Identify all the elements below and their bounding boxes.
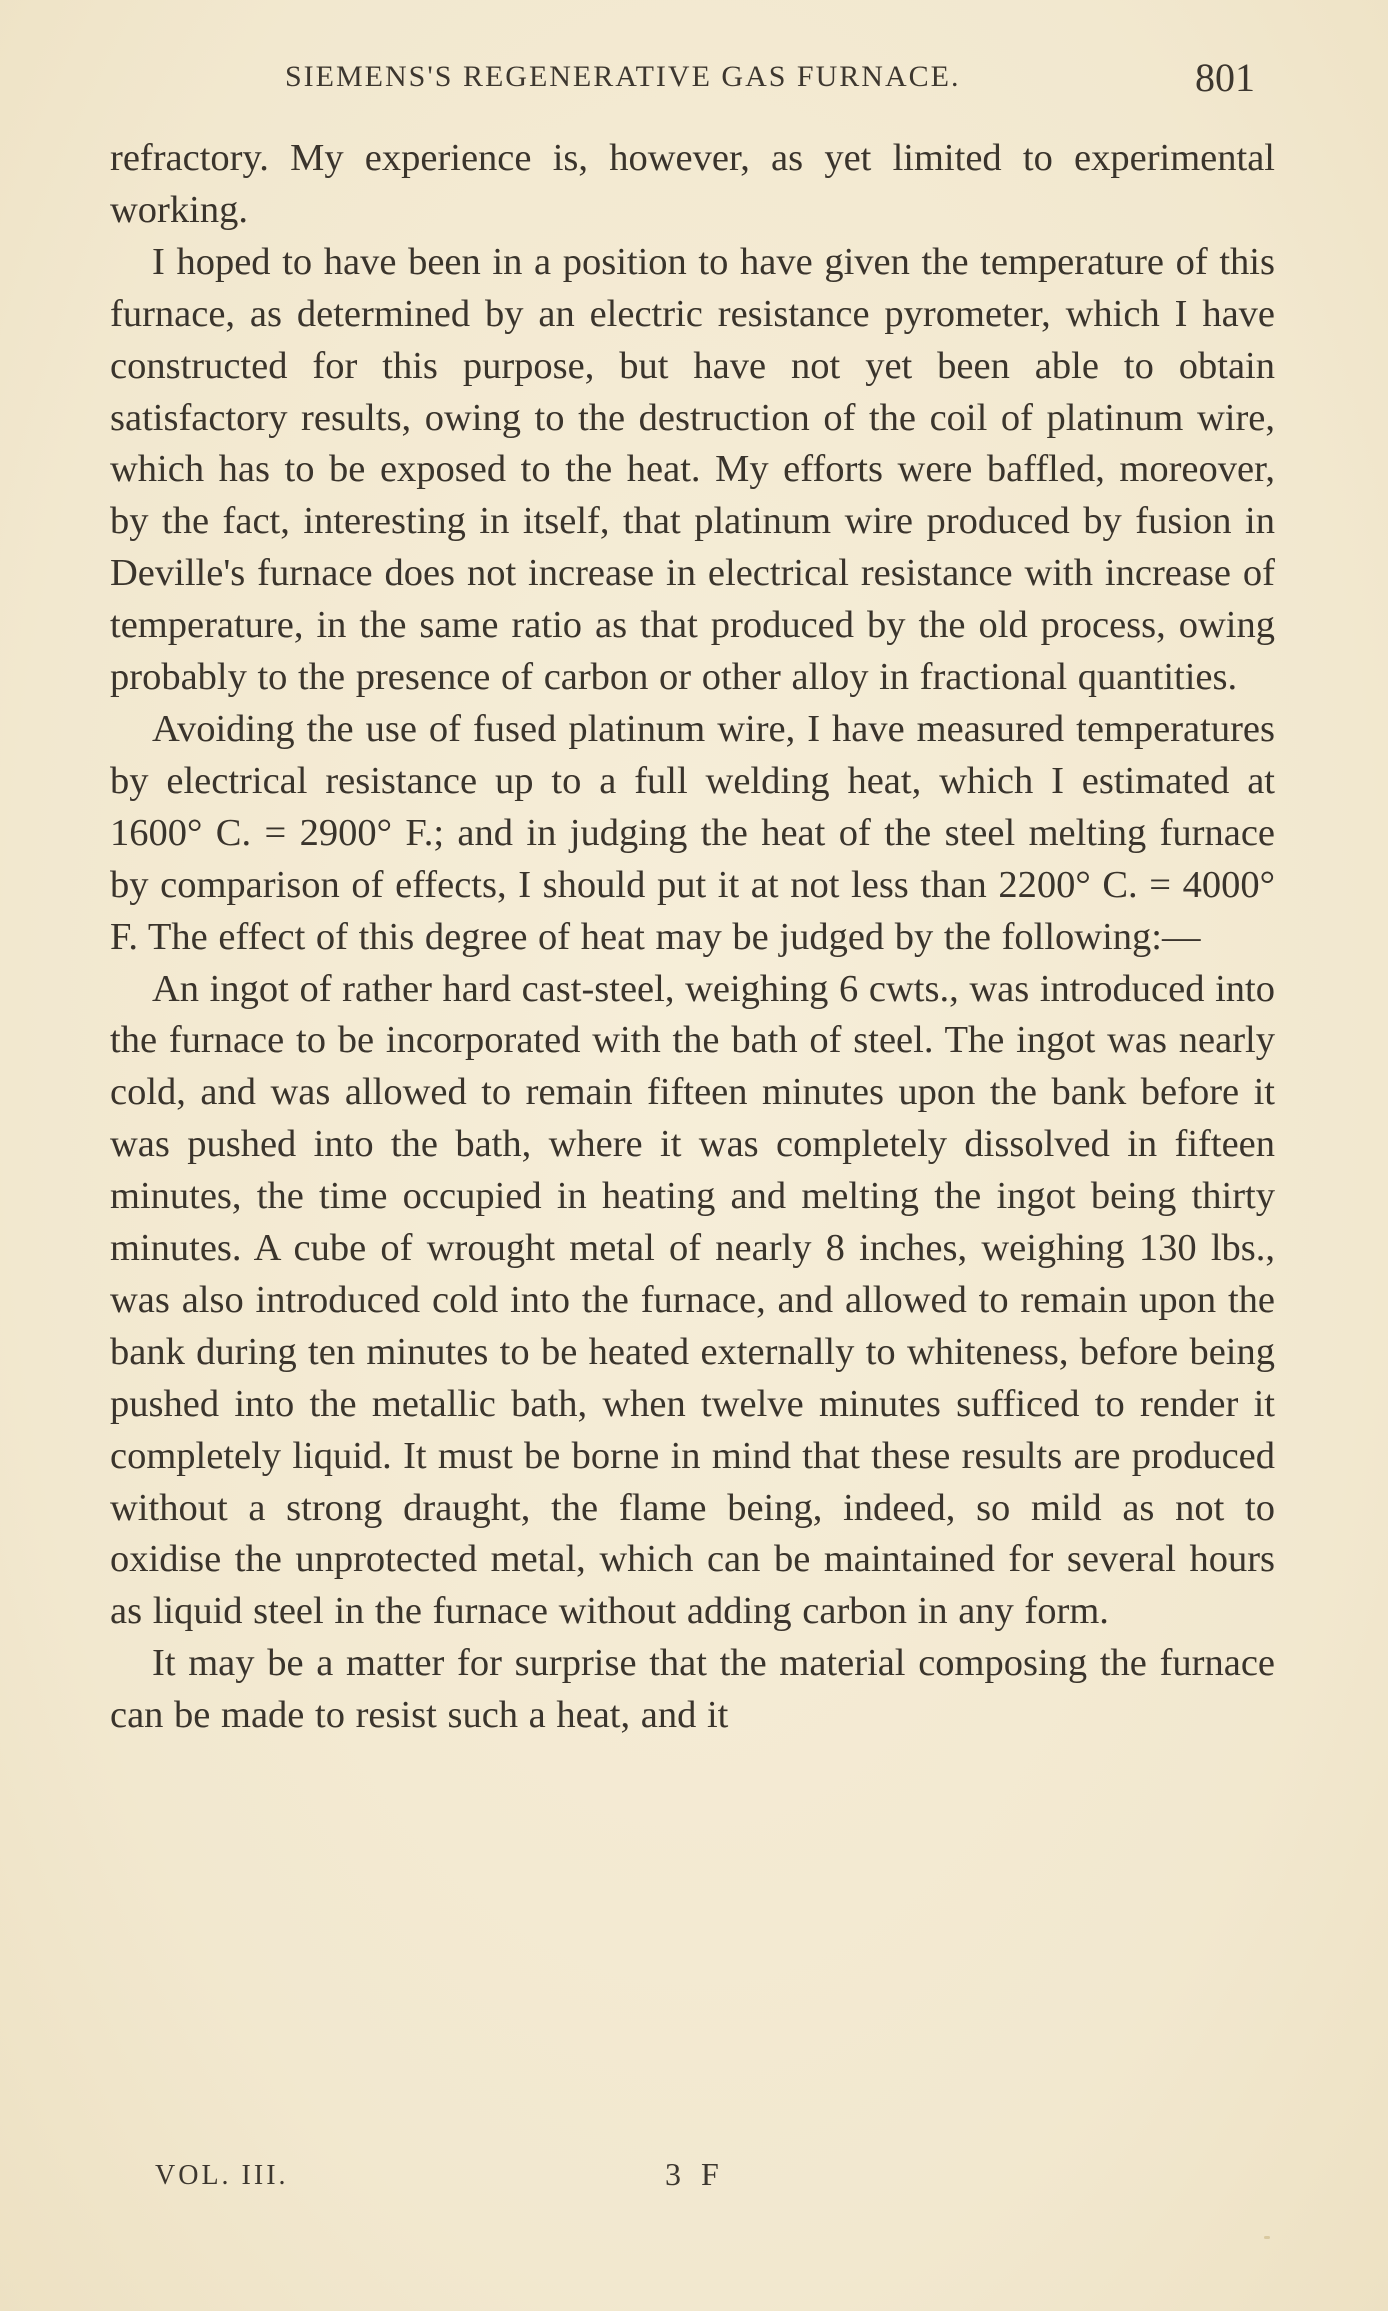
volume-label: VOL. III. (155, 2160, 289, 2191)
running-head (285, 50, 1275, 110)
body-text (110, 133, 1275, 1742)
printer-signature-mark: 3 F (665, 2156, 725, 2192)
footer-signature-line (155, 2156, 855, 2210)
paragraph-temperatures: Avoiding the use of fused platinum wire, I have measured temperatures by electrical resistance up to a full welding heat, which I estimated at 1600° C. = 2900° F.; and in judging the heat of the steel melting furnace by comparison of effects, I should put it at not less than 2200° C. = 4000° F. The effect of this degree of heat may be judged by the following:— (110, 707, 1275, 958)
page-number: 801 (1195, 55, 1255, 100)
paragraph-ingot-experiment: An ingot of rather hard cast-steel, weighing 6 cwts., was introduced into the furnace to be incorporated with the bath of steel. The ingot was nearly cold, and was allowed to remain fifteen minutes upon the bank before it was pushed into the bath, where it was completely dissolved in fifteen minutes, the time occupied in heating and melting the ingot being thirty minutes. A cube of wrought metal of nearly 8 inches, weighing 130 lbs., was also introduced cold into the furnace, and allowed to remain upon the bank during ten minutes to be heated externally to whiteness, before being pushed into the metallic bath, when twelve minutes sufficed to render it completely liquid. It must be borne in mind that these results are produced without a strong draught, the flame being, indeed, so mild as not to oxidise the unprotected metal, which can be maintained for several hours as liquid steel in the furnace without adding carbon in any form. (110, 967, 1275, 1633)
paragraph-continuation: refractory. My experience is, however, as yet limited to experimental working. (110, 137, 1275, 231)
paragraph-pyrometer: I hoped to have been in a position to have given the temperature of this furnace, as determined by an electric resistance pyrometer, which I have constructed for this purpose, but have not yet been able to obtain satisfactory results, owing to the destruction of the coil of platinum wire, which has to be exposed to the heat. My efforts were baffled, moreover, by the fact, interesting in itself, that platinum wire produced by fusion in Deville's furnace does not increase in electrical resistance with increase of temperature, in the same ratio as that produced by the old process, owing probably to the presence of carbon or other alloy in fractional quantities. (110, 240, 1275, 699)
paragraph-furnace-material: It may be a matter for surprise that the material composing the furnace can be made to resist such a heat, and it (110, 1642, 1275, 1737)
paper-speck (1264, 2236, 1270, 2239)
running-title: SIEMENS'S REGENERATIVE GAS FURNACE. (285, 60, 961, 93)
